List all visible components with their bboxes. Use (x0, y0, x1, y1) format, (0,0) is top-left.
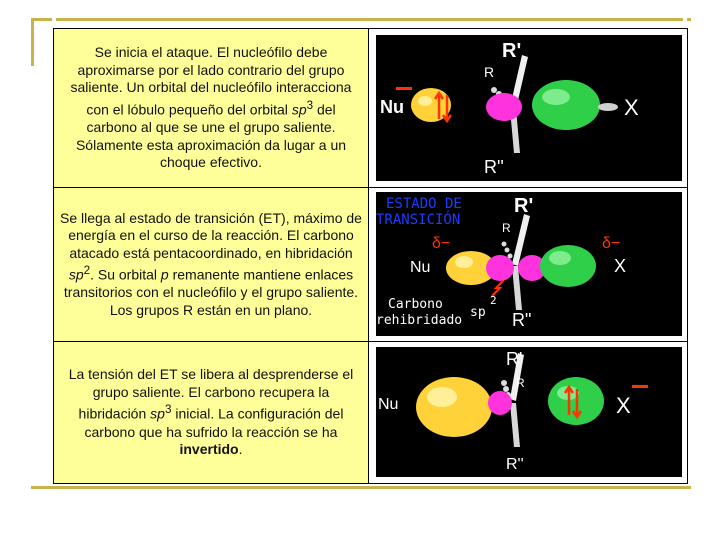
negative-charge-icon (632, 385, 648, 388)
bond-x (598, 103, 618, 111)
table-row (54, 188, 687, 341)
label-x: X (616, 393, 631, 418)
label-nu: Nu (410, 259, 431, 276)
label-x: X (614, 256, 627, 276)
label-rehibridado: rehibridado (376, 313, 463, 328)
orbital-diagram-transition-state (376, 192, 682, 336)
delta-minus-nu: δ− (432, 235, 451, 252)
decorative-top-line (31, 18, 691, 21)
x-orbital-lobe (540, 245, 596, 287)
label-carbono: Carbono (388, 297, 443, 312)
step-text: Se llega al estado de transición (ET), máximo de energía en el curso de la reacción. El carbono atacado está pentacoordinado, en hibridación $sp^2$. Su orbital p remanente mantiene enlaces transitorios con el nucleófilo y el grupo saliente. Los grupos R están en un plano. (60, 209, 362, 318)
table-row (54, 342, 687, 483)
label-r-double: R'' (484, 157, 504, 177)
label-r: R (516, 376, 525, 390)
table-row (54, 29, 687, 187)
mechanism-table (53, 28, 688, 484)
decorative-left-line (31, 18, 34, 66)
large-sp3-lobe (532, 80, 600, 130)
step-image-cell (370, 342, 687, 483)
step-description (54, 188, 369, 341)
decorative-gap (52, 18, 56, 21)
decorative-bottom-line (31, 486, 691, 489)
label-sp-superscript: 2 (490, 294, 497, 307)
label-r-double: R" (512, 310, 532, 330)
label-r-prime: R' (506, 349, 523, 369)
lobe-highlight (418, 96, 432, 106)
title-line-1: ESTADO DE (386, 196, 462, 212)
step-image-cell (370, 188, 687, 341)
step-text: Se inicia el ataque. El nucleófilo debe aproximarse por el lado contrario del grupo saliente. Un orbital del nucleófilo interacciona con el lóbulo pequeño del orbital $sp^3$ del carbono al que se une el grupo saliente. Sólamente esta aproximación da lugar a un choque efectivo. (70, 44, 352, 171)
label-r-prime: R' (502, 40, 522, 62)
orbital-diagram-inversion (376, 347, 682, 477)
lobe-highlight (549, 251, 571, 265)
delta-minus-x: δ− (602, 235, 621, 252)
lobe-highlight (427, 387, 457, 407)
step-text: La tensión del ET se libera al desprenderse el grupo saliente. El carbono recupera la hibridación $sp^3$ inicial. La configuración del carbono que ha sufrido la reacción se ha invertido. (68, 366, 354, 458)
bond-r-double (510, 403, 520, 447)
small-sp3-lobe (486, 93, 522, 121)
decorative-gap (683, 18, 687, 21)
step-description (54, 342, 369, 483)
label-x: X (624, 95, 639, 120)
label-r: R (502, 221, 511, 235)
label-nu: Nu (378, 396, 399, 413)
p-lobe-left (486, 255, 514, 281)
label-nu: Nu (380, 97, 404, 117)
lobe-highlight (542, 89, 570, 105)
title-line-2: TRANSICIÓN (376, 212, 461, 228)
label-r-double: R'' (506, 456, 524, 473)
label-r-prime: R' (514, 195, 534, 217)
step-image-cell (370, 29, 687, 187)
small-lobe (488, 391, 512, 415)
step-description (54, 29, 369, 187)
label-r: R (484, 64, 495, 80)
negative-charge-icon (396, 87, 412, 90)
new-bond-lobe (416, 377, 492, 437)
lobe-highlight (455, 256, 473, 268)
label-sp: sp (470, 305, 486, 320)
orbital-diagram-attack (376, 35, 682, 181)
